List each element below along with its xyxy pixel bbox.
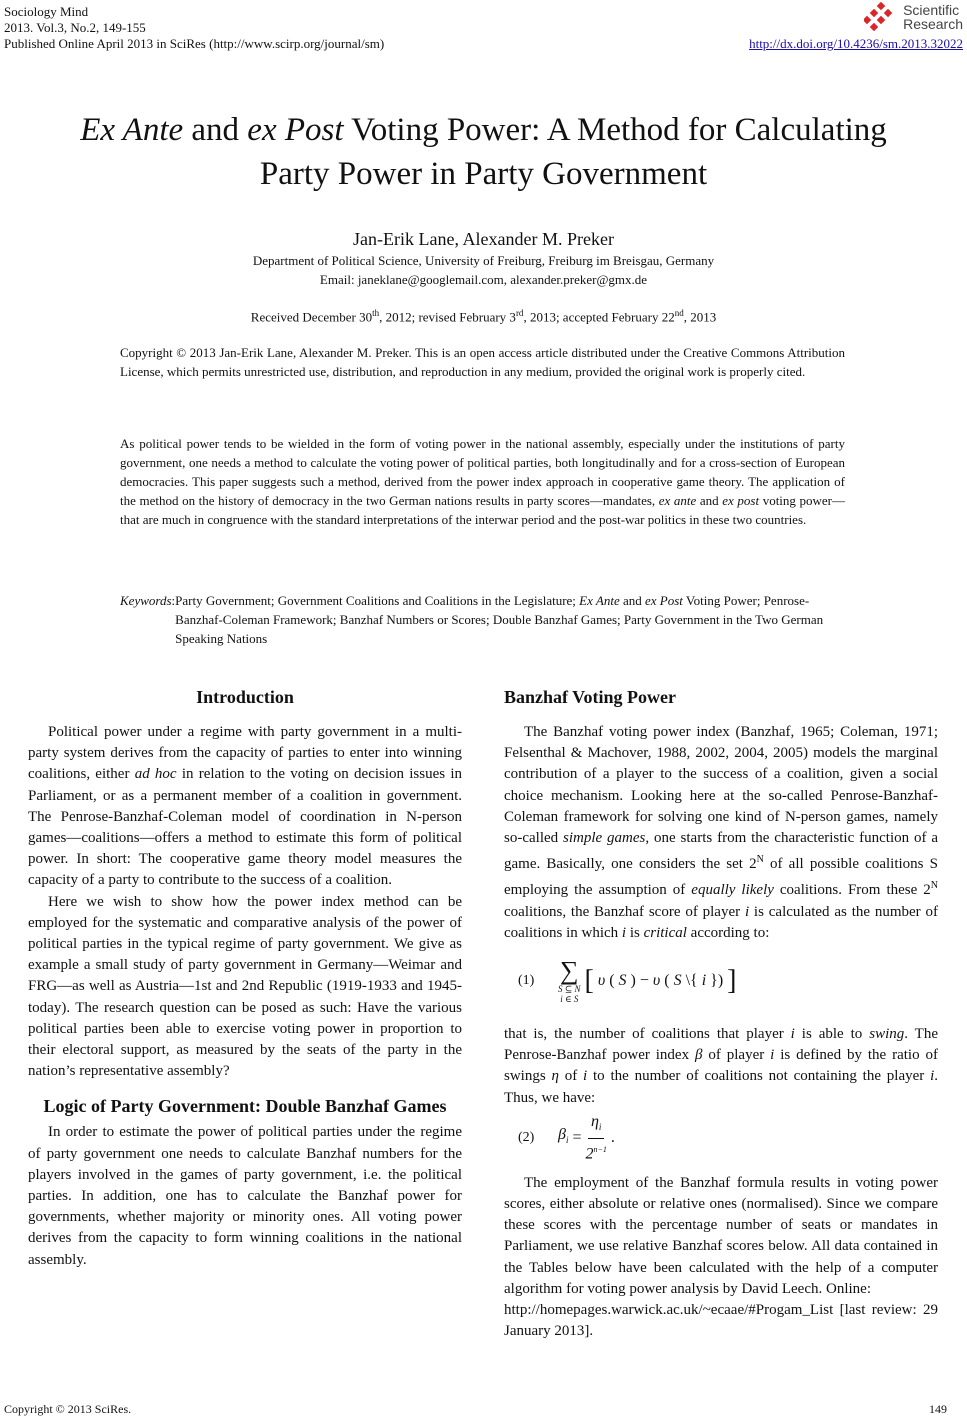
logo-line-1: Scientific [903, 2, 960, 18]
intro-paragraph-1: Political power under a regime with party government in a multi-party system derives from the capacity of parties to enter into winning coalitions, either ad hoc in relation to the voting on decision issues in Parliament, or as a permanent member of a coalition in government. The Penrose-Banzhaf-Coleman model of coordination in N-person games—coalitions—offers a method to estimate this form of political power. In short: The cooperative game theory model measures the capacity of a party to contribute to the success of a coalition. [28, 724, 462, 889]
paper-title: Ex Ante and ex Post Voting Power: A Method for Calculating Party Power in Party Government [80, 112, 887, 192]
left-column [28, 686, 462, 1271]
equation-2-label: (2) [518, 1130, 535, 1146]
affiliation-block [0, 251, 967, 289]
journal-name: Sociology Mind [4, 4, 89, 19]
banzhaf-paragraph-3: The employment of the Banzhaf formula results in voting power scores, either absolute or relative ones (normalised). Since we compare these scores with the percentage number of seats or mandates in Parliament, we use relative Banzhaf scores below. All data contained in the Tables below have been calculated with the help of a computer algorithm for voting power analysis by David Leech. Online: [504, 1174, 938, 1297]
banzhaf-paragraph-4: http://homepages.warwick.ac.uk/~ecaae/#Progam_List [last review: 29 January 2013]. [504, 1302, 938, 1340]
journal-header [4, 4, 384, 52]
journal-volume: 2013. Vol.3, No.2, 149-155 [4, 20, 146, 35]
banzhaf-paragraph-1: The Banzhaf voting power index (Banzhaf, 1965; Coleman, 1971; Felsenthal & Machover, 1988, 2002, 2004, 2005) models the marginal contribution of a player to the success of a coalition, given a social choice mechanism. Looking here at the so-called Penrose-Banzhaf-Coleman framework for solving one kind of N-person games, namely so-called simple games, one starts from the characteristic function of a game. Basically, one considers the set $2^N$ of all possible coalitions S employing the assumption of equally likely coalitions. From these $2^N$ coalitions, the Banzhaf score of player i is calculated as the number of coalitions in which i is critical according to: [504, 724, 939, 941]
right-column [504, 686, 938, 1342]
equation-2 [504, 1112, 938, 1163]
equation-1-label: (1) [518, 973, 535, 989]
page-number: 149 [929, 1402, 947, 1416]
logic-paragraph-1: In order to estimate the power of political parties under the regime of party government one needs to calculate Banzhaf numbers for the players involved in the games of party government, i.e. the political parties. In addition, one has to calculate the Banzhaf power for governments, whether majority or minority ones. All voting power derives from the capacity to form winning coalitions in the national assembly. [28, 1124, 462, 1268]
abstract: As political power tends to be wielded in the form of voting power in the national assembly, especially under the institutions of party government, one needs a method to calculate the voting power of political parties, both longitudinally and for a cross-section of European democracies. This paper suggests such a method, derived from the power index approach in cooperative game theory. The application of the method on the history of democracy in the two German nations results in party scores—mandates, ex ante and ex post voting power—that are much in congruence with the standard interpretations of the interwar period and the post-war politics in these two countries. [120, 436, 845, 527]
section-heading-banzhaf: Banzhaf Voting Power [504, 687, 677, 707]
received-dates: Received December 30th, 2012; revised February 3rd, 2013; accepted February 22nd, 2013 [250, 308, 717, 325]
authors: Jan-Erik Lane, Alexander M. Preker [353, 229, 614, 249]
logo-line-2: Research [903, 16, 963, 32]
section-heading-introduction: Introduction [196, 687, 294, 707]
publisher-logo [864, 2, 963, 32]
doi-link[interactable]: http://dx.doi.org/10.4236/sm.2013.32022 [749, 36, 963, 51]
copyright-notice: Copyright © 2013 Jan-Erik Lane, Alexander M. Preker. This is an open access article distributed under the Creative Commons Attribution License, which permits unrestricted use, distribution, and reproduction in any medium, provided the original work is properly cited. [120, 345, 845, 379]
scientific-research-logo-icon [864, 2, 898, 32]
equation-2-formula: $\beta_i$ = $\frac{\eta_i}{2^{n-1}}$ . [558, 1112, 615, 1163]
section-heading-logic: Logic of Party Government: Double Banzhaf Games [43, 1096, 447, 1117]
email: Email: janeklane@googlemail.com, alexander.preker@gmx.de [319, 272, 648, 287]
footer-copyright: Copyright © 2013 SciRes. [4, 1402, 132, 1416]
equation-1 [504, 952, 938, 1010]
equation-1-formula: ∑ S ⊆ N i ∈ S [ υ ( S ) − υ ( S \{ i }) ] [558, 956, 737, 1005]
intro-paragraph-2: Here we wish to show how the power index method can be employed for the systematic and comparative analysis of the power of political parties in the typical regime of party government. We give as example a small study of party government in Germany—Weimar and FRG—as well as Austria—1st and 2nd Republic (1919-1933 and 1945-today). The research question can be posed as such: Have the various political parties been able to exercise voting power in proportion to their electoral support, as measured by the seats of the party in the nation’s representative assembly? [28, 893, 462, 1080]
published-line: Published Online April 2013 in SciRes (http://www.scirp.org/journal/sm) [4, 36, 385, 51]
banzhaf-paragraph-2: that is, the number of coalitions that player i is able to swing. The Penrose-Banzhaf power index β of player i is defined by the ratio of swings η of i to the number of coalitions not containing the player i. Thus, we have: [504, 1026, 939, 1106]
keywords: Keywords: Party Government; Government Coalitions and Coalitions in the Legislature; Ex Ante and ex Post Voting Power; Penrose-Banzhaf-Coleman Framework; Banzhaf Numbers or Scores; Double Banzhaf Games; Party Government in the Two German Speaking Nations [120, 593, 824, 646]
affiliation: Department of Political Science, University of Freiburg, Freiburg im Breisgau, Germany [252, 253, 715, 268]
